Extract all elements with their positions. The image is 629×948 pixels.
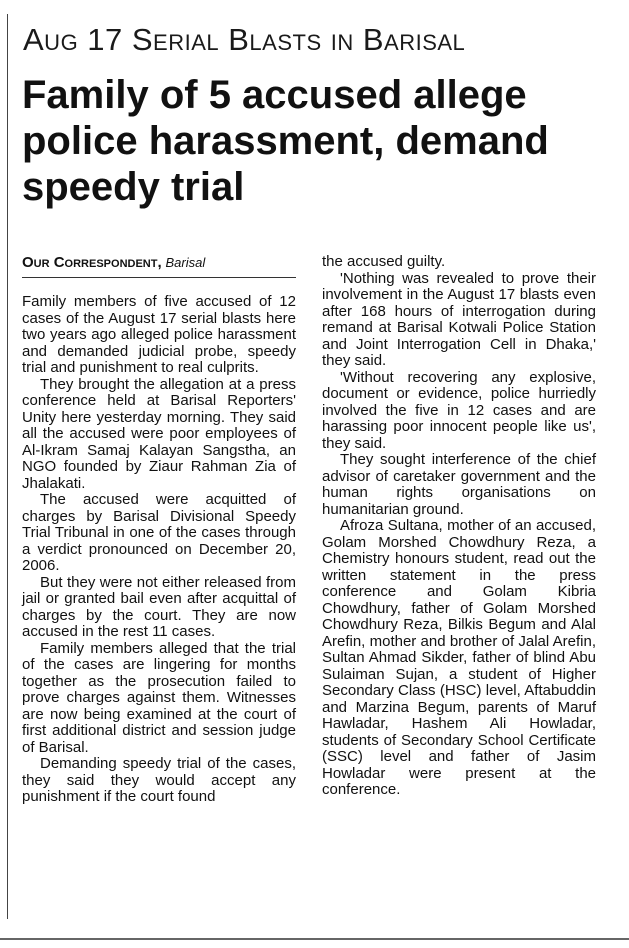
paragraph: They brought the allegation at a press conference held at Barisal Reporters' Unity here yesterday morning. They said all the accused were poor employees of Al-Ikram Samaj Kalayan Sangstha, an NGO founded by Ziaur Rahman Zia of Jhalakati. [22, 375, 296, 492]
bottom-rule [0, 938, 629, 940]
paragraph: They sought interference of the chief advisor of caretaker government and the human rights organisations on humanitarian ground. [322, 451, 596, 518]
paragraph: Afroza Sultana, mother of an accused, Golam Morshed Chowdhury Reza, a Chemistry honours student, read out the written statement in the press conference and Golam Kibria Chowdhury, father of Golam Morshed Chowdhury Reza, Bilkis Begum and Alal Arefin, mother and brother of Jalal Arefin, Sultan Ahmad Sikder, father of blind Abu Sulaiman Sujan, a student of Higher Secondary Class (HSC) level, Aftabuddin and Marzina Begum, parents of Maruf Hawladar, Hashem Ali Howladar, students of Secondary School Certificate (SSC) level and father of Jasim Howladar were present at the conference. [322, 517, 596, 798]
byline-place: Barisal [165, 255, 206, 270]
paragraph: Family members alleged that the trial of the cases are lingering for months together as the prosecution failed to prove charges against them. Witnesses are now being examined at the court of first additional district and session judge of Barisal. [22, 639, 296, 756]
paragraph-continued: the accused guilty. [322, 253, 446, 270]
byline [22, 254, 296, 278]
left-column [22, 254, 296, 806]
article-kicker: Aug 17 Serial Blasts in Barisal [23, 22, 466, 57]
paragraph: The accused were acquitted of charges by Barisal Divisional Speedy Trial Tribunal in one of the cases through a verdict pronounced on December 20, 2006. [22, 491, 296, 574]
paragraph: But they were not either released from jail or granted bail even after acquittal of charges by the court. They are now accused in the rest 11 cases. [22, 573, 296, 640]
paragraph: 'Nothing was revealed to prove their involvement in the August 17 blasts even after 168 hours of interrogation during remand at Barisal Kotwali Police Station and Joint Interrogation Cell in Dhaka,' they said. [322, 269, 596, 369]
left-margin-rule [7, 14, 8, 919]
paragraph: Demanding speedy trial of the cases, they said they would accept any punishment if the court found [22, 755, 296, 805]
paragraph: Family members of five accused of 12 cases of the August 17 serial blasts here two years ago alleged police harassment and demanded judicial probe, speedy trial and punishment to real culprits. [22, 293, 296, 376]
article-headline: Family of 5 accused allege police harassment, demand speedy trial [22, 73, 549, 209]
paragraph: 'Without recovering any explosive, document or evidence, police hurriedly involved the five in 12 cases and are harassing poor innocent people like us', they said. [322, 368, 596, 452]
right-column [322, 254, 596, 799]
byline-name: Our Correspondent, [22, 254, 162, 271]
